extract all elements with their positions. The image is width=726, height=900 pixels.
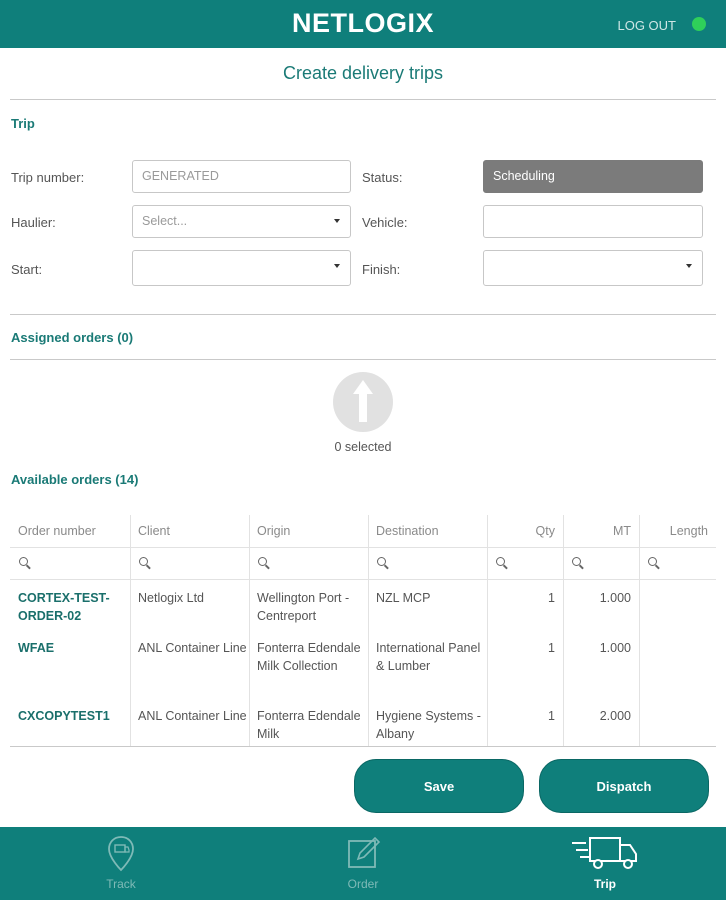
- divider: [10, 359, 716, 360]
- length-cell: [639, 699, 716, 707]
- column-header-destination[interactable]: Destination: [376, 524, 439, 538]
- filter-origin[interactable]: [249, 548, 368, 581]
- logout-button[interactable]: LOG OUT: [617, 18, 676, 33]
- qty-cell: 1: [548, 641, 555, 655]
- order-number-cell[interactable]: CXCOPYTEST1: [18, 709, 110, 723]
- haulier-placeholder: Select...: [142, 214, 188, 228]
- filter-destination[interactable]: [368, 548, 487, 581]
- column-header-length[interactable]: Length: [669, 524, 708, 538]
- assigned-orders-title: Assigned orders (0): [11, 330, 134, 345]
- search-icon: [496, 557, 505, 566]
- filter-qty[interactable]: [487, 548, 563, 581]
- mt-cell: 1.000: [599, 591, 631, 605]
- filter-order-number[interactable]: [10, 548, 130, 581]
- trip-number-field: GENERATED: [132, 160, 351, 193]
- table-row[interactable]: [10, 699, 716, 746]
- search-icon: [19, 557, 28, 566]
- destination-cell: NZL MCP: [376, 591, 431, 605]
- column-header-origin[interactable]: Origin: [257, 524, 291, 538]
- nav-track[interactable]: [0, 827, 242, 900]
- divider: [10, 99, 716, 100]
- filter-row: [10, 547, 716, 580]
- nav-trip-label: Trip: [593, 877, 616, 891]
- origin-cell: Fonterra Edendale Milk Collection: [257, 641, 361, 673]
- search-icon: [648, 557, 657, 566]
- destination-cell: International Panel & Lumber: [376, 641, 481, 673]
- column-header-order-number[interactable]: Order number: [18, 524, 96, 538]
- selected-count: 0 selected: [334, 440, 392, 454]
- mt-cell: 1.000: [599, 641, 631, 655]
- table-bottom-border: [10, 746, 716, 747]
- trip-number-label: Trip number:: [11, 170, 85, 185]
- search-icon: [258, 557, 267, 566]
- table-row[interactable]: [10, 581, 716, 631]
- vehicle-label: Vehicle:: [362, 215, 408, 230]
- order-number-cell[interactable]: CORTEX-TEST-ORDER-02: [18, 591, 110, 623]
- table-header: [10, 515, 716, 547]
- nav-order-label: Order: [347, 877, 379, 891]
- available-orders-title: Available orders (14): [11, 472, 139, 487]
- status-field: Scheduling: [483, 160, 703, 193]
- divider: [10, 314, 716, 315]
- status-label: Status:: [362, 170, 403, 185]
- nav-order[interactable]: [242, 827, 484, 900]
- client-cell: ANL Container Line: [138, 709, 247, 723]
- order-number-cell[interactable]: WFAE: [18, 641, 55, 655]
- origin-cell: Wellington Port - Centreport: [257, 591, 350, 623]
- search-icon: [572, 557, 581, 566]
- length-cell: [639, 631, 716, 639]
- bottom-navigation: [0, 827, 726, 900]
- finish-select[interactable]: [483, 250, 703, 286]
- haulier-label: Haulier:: [11, 215, 56, 230]
- nav-trip[interactable]: [484, 827, 726, 900]
- finish-label: Finish:: [362, 262, 401, 277]
- mt-cell: 2.000: [599, 709, 631, 723]
- column-header-qty[interactable]: Qty: [535, 524, 555, 538]
- edit-icon: [344, 835, 382, 876]
- page-title: Create delivery trips: [282, 63, 444, 83]
- dispatch-button[interactable]: Dispatch: [539, 759, 709, 813]
- qty-cell: 1: [548, 591, 555, 605]
- search-icon: [139, 557, 148, 566]
- client-cell: Netlogix Ltd: [138, 591, 205, 605]
- haulier-select[interactable]: [132, 205, 351, 238]
- trip-section-title: Trip: [11, 116, 35, 131]
- arrow-up-icon: [333, 372, 393, 432]
- table-row[interactable]: [10, 631, 716, 699]
- start-select[interactable]: [132, 250, 351, 286]
- top-bar: [0, 0, 726, 48]
- filter-mt[interactable]: [563, 548, 639, 581]
- column-header-mt[interactable]: MT: [612, 524, 631, 538]
- save-button[interactable]: Save: [354, 759, 524, 813]
- vehicle-input[interactable]: [483, 205, 703, 238]
- search-icon: [377, 557, 386, 566]
- location-pin-icon: [106, 835, 136, 878]
- qty-cell: 1: [548, 709, 555, 723]
- connection-status-indicator: [692, 17, 706, 31]
- chevron-down-icon: [334, 264, 340, 268]
- client-cell: ANL Container Line: [138, 641, 247, 655]
- truck-icon: [570, 833, 640, 878]
- filter-length[interactable]: [639, 548, 716, 581]
- orders-table: [10, 515, 716, 746]
- chevron-down-icon: [686, 264, 692, 268]
- origin-cell: Fonterra Edendale Milk: [257, 709, 361, 741]
- destination-cell: Hygiene Systems - Albany: [376, 709, 481, 741]
- chevron-down-icon: [334, 219, 340, 223]
- nav-track-label: Track: [106, 877, 136, 891]
- column-header-client[interactable]: Client: [138, 524, 170, 538]
- length-cell: [639, 581, 716, 589]
- brand-logo: NETLOGIX: [291, 8, 434, 38]
- filter-client[interactable]: [130, 548, 249, 581]
- start-label: Start:: [11, 262, 43, 277]
